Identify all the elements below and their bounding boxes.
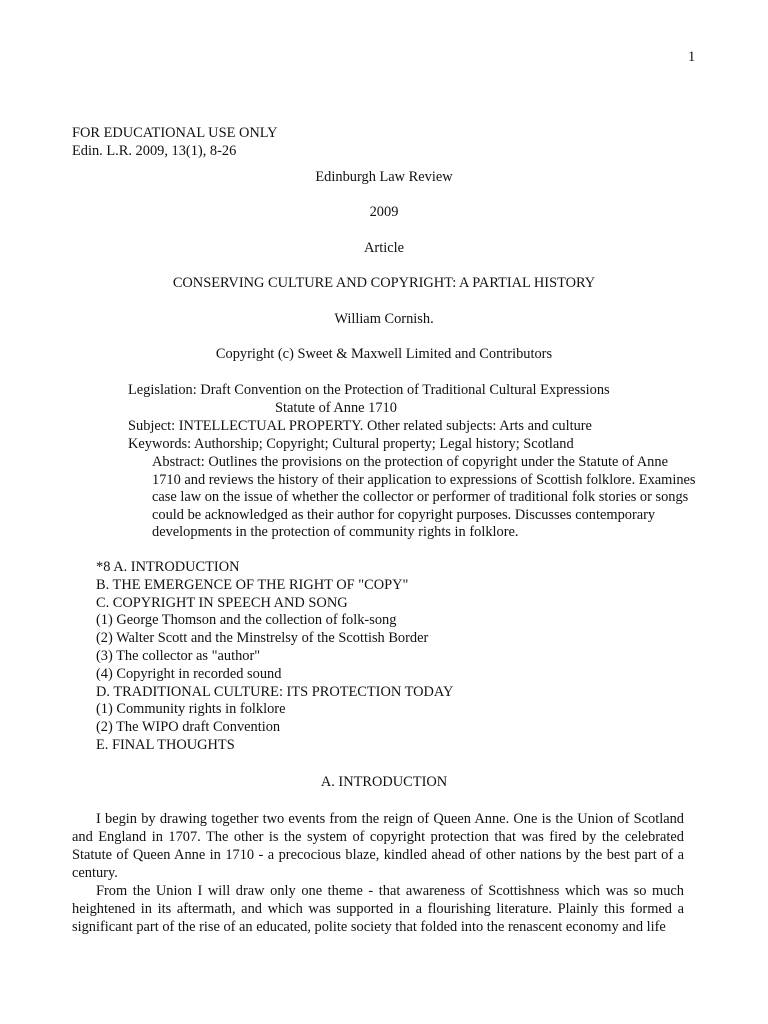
body-paragraph: From the Union I will draw only one theme - that awareness of Scottishness which was so much heightened in its aftermath, and which was supported in a flourishing literature. Plainly this formed a significant part of the rise of an educated, polite society that folded into the renascent economy and life [72, 883, 684, 935]
toc-item: (1) Community rights in folklore [96, 701, 286, 718]
toc-item: B. THE EMERGENCE OF THE RIGHT OF "COPY" [96, 576, 409, 593]
toc-item: (1) George Thomson and the collection of folk-song [96, 612, 397, 629]
keywords-line: Keywords: Authorship; Copyright; Cultural property; Legal history; Scotland [128, 436, 574, 452]
citation: Edin. L.R. 2009, 13(1), 8-26 [72, 143, 237, 159]
toc-item: E. FINAL THOUGHTS [96, 736, 235, 753]
article-title: CONSERVING CULTURE AND COPYRIGHT: A PARTIAL HISTORY [172, 275, 596, 291]
section-heading: A. INTRODUCTION [320, 774, 448, 790]
toc-item: (2) Walter Scott and the Minstrelsy of the Scottish Border [96, 630, 429, 647]
journal-name: Edinburgh Law Review [315, 169, 453, 185]
subject-line: Subject: INTELLECTUAL PROPERTY. Other related subjects: Arts and culture [128, 418, 592, 434]
toc-item: *8 A. INTRODUCTION [96, 559, 240, 575]
table-of-contents [96, 559, 453, 755]
usage-notice: FOR EDUCATIONAL USE ONLY [72, 125, 278, 141]
legislation-line: Legislation: Draft Convention on the Protection of Traditional Cultural Expressions [128, 382, 610, 398]
publication-year: 2009 [369, 204, 399, 220]
author-name: William Cornish. [334, 311, 434, 327]
toc-item: (2) The WIPO draft Convention [96, 719, 281, 736]
copyright-line: Copyright (c) Sweet & Maxwell Limited and Contributors [215, 346, 553, 362]
body-paragraph: I begin by drawing together two events from the reign of Queen Anne. One is the Union of Scotland and England in 1707. The other is the system of copyright protection that was fired by the celebrated Statute of Queen Anne in 1710 - a precocious blaze, kindled ahead of other nations by the best part of a century. [72, 811, 684, 881]
article-type: Article [364, 240, 404, 256]
toc-item: (3) The collector as "author" [96, 647, 261, 664]
page-number: 1 [688, 49, 696, 65]
toc-item: C. COPYRIGHT IN SPEECH AND SONG [96, 594, 348, 611]
toc-item: (4) Copyright in recorded sound [96, 665, 282, 682]
toc-item: D. TRADITIONAL CULTURE: ITS PROTECTION TODAY [96, 683, 454, 700]
legislation-continued: Statute of Anne 1710 [275, 400, 397, 416]
abstract: Abstract: Outlines the provisions on the protection of copyright under the Statute of Anne 1710 and reviews the history of their application to expressions of Scottish folklore. Examines case law on the issue of whether the collector or performer of traditional folk stories or songs could be acknowledged as their author for copyright purposes. Discusses contemporary developments in the protection of community rights in folklore. [152, 454, 696, 540]
